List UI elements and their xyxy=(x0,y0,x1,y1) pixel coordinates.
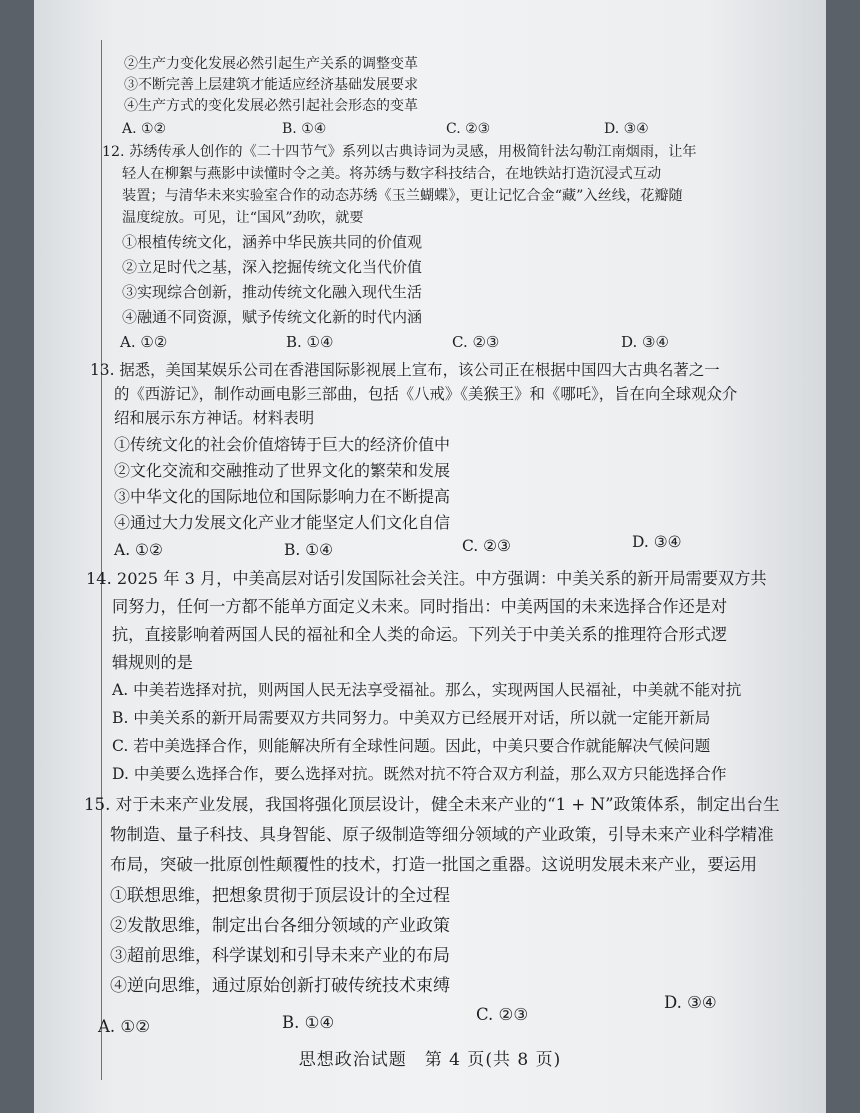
q11-item-4: ④生产方式的变化发展必然引起社会形态的变革 xyxy=(124,98,418,114)
q14-stem-line-2: 同努力，任何一方都不能单方面定义未来。同时指出：中美两国的未来选择合作还是对 xyxy=(112,597,728,616)
q12-stem-line-2: 轻人在柳絮与燕影中读懂时令之美。将苏绣与数字科技结合，在地铁站打造沉浸式互动 xyxy=(122,166,662,182)
q11-item-3: ③不断完善上层建筑才能适应经济基础发展要求 xyxy=(124,77,418,93)
q15-stem-line-1: 15. 对于未来产业发展，我国将强化顶层设计，健全未来产业的“1 + N”政策体系，制定出台生 xyxy=(84,795,780,814)
q15-stem-line-3: 布局，突破一批原创性颠覆性的技术，打造一批国之重器。这说明发展未来产业，要运用 xyxy=(110,855,758,874)
q12-item-3: ③实现综合创新，推动传统文化融入现代生活 xyxy=(122,283,423,301)
q14-option-b: B. 中美关系的新开局需要双方共同努力。中美双方已经展开对话，所以就一定能开新局 xyxy=(112,709,711,727)
q12-choice-b: B. ①④ xyxy=(286,333,334,351)
q12-item-4: ④融通不同资源，赋予传统文化新的时代内涵 xyxy=(122,308,423,326)
q12-stem-line-3: 装置；与清华未来实验室合作的动态苏绣《玉兰蝴蝶》，更让记忆合金“藏”入丝线，花瓣随 xyxy=(122,188,683,204)
q15-item-1: ①联想思维，把想象贯彻于顶层设计的全过程 xyxy=(110,886,450,906)
q13-item-4: ④通过大力发展文化产业才能坚定人们文化自信 xyxy=(114,513,451,532)
q12-stem-line-1: 12. 苏绣传承人创作的《二十四节气》系列以古典诗词为灵感，用极简针法勾勒江南烟雨，让年 xyxy=(102,144,697,160)
q11-choice-a: A. ①② xyxy=(122,121,167,137)
q11-choice-c: C. ②③ xyxy=(446,121,491,137)
q13-item-2: ②文化交流和交融推动了世界文化的繁荣和发展 xyxy=(114,461,451,480)
q15-choice-c: C. ②③ xyxy=(476,1005,529,1024)
q14-stem-line-3: 抗，直接影响着两国人民的福祉和全人类的命运。下列关于中美关系的推理符合形式逻 xyxy=(112,625,728,644)
q15-item-3: ③超前思维，科学谋划和引导未来产业的布局 xyxy=(110,946,450,966)
q11-choice-b: B. ①④ xyxy=(282,121,327,137)
q14-option-a: A. 中美若选择对抗，则两国人民无法享受福祉。那么，实现两国人民福祉，中美就不能对抗 xyxy=(112,681,742,699)
q13-item-1: ①传统文化的社会价值熔铸于巨大的经济价值中 xyxy=(114,435,451,454)
q12-item-1: ①根植传统文化，涵养中华民族共同的价值观 xyxy=(122,233,423,251)
q11-item-2: ②生产力变化发展必然引起生产关系的调整变革 xyxy=(124,56,418,72)
exam-page xyxy=(34,0,826,1113)
q13-stem-line-2: 的《西游记》，制作动画电影三部曲，包括《八戒》《美猴王》和《哪吒》，旨在向全球观众介 xyxy=(114,385,738,403)
q15-choice-a: A. ①② xyxy=(98,1017,150,1036)
q13-choice-b: B. ①④ xyxy=(284,541,334,559)
q12-choice-c: C. ②③ xyxy=(452,333,500,351)
q15-item-4: ④逆向思维，通过原始创新打破传统技术束缚 xyxy=(110,976,450,996)
q13-choice-c: C. ②③ xyxy=(462,537,511,555)
q13-choice-d: D. ③④ xyxy=(632,533,682,551)
q13-stem-line-1: 13. 据悉，美国某娱乐公司在香港国际影视展上宣布，该公司正在根据中国四大古典名著之一 xyxy=(90,361,720,379)
q12-choice-d: D. ③④ xyxy=(621,333,669,351)
q12-stem-line-4: 温度绽放。可见，让“国风”劲吹，就要 xyxy=(122,210,364,226)
q14-stem-line-1: 14. 2025 年 3 月，中美高层对话引发国际社会关注。中方强调：中美关系的新开局需要双方共 xyxy=(86,569,767,588)
q15-choice-b: B. ①④ xyxy=(282,1013,335,1032)
q15-stem-line-2: 物制造、量子科技、具身智能、原子级制造等细分领域的产业政策，引导未来产业科学精准 xyxy=(110,825,774,844)
q13-stem-line-3: 绍和展示东方神话。材料表明 xyxy=(114,409,315,427)
q13-choice-a: A. ①② xyxy=(114,541,163,559)
page-footer: 思想政治试题 第 4 页(共 8 页) xyxy=(298,1050,562,1070)
binding-margin-line xyxy=(101,40,102,1080)
q15-item-2: ②发散思维，制定出台各细分领域的产业政策 xyxy=(110,916,450,936)
q11-choice-d: D. ③④ xyxy=(604,121,649,137)
q14-option-c: C. 若中美选择合作，则能解决所有全球性问题。因此，中美只要合作就能解决气候问题 xyxy=(112,737,711,755)
q12-choice-a: A. ①② xyxy=(120,333,168,351)
q14-stem-line-4: 辑规则的是 xyxy=(112,653,193,672)
q13-item-3: ③中华文化的国际地位和国际影响力在不断提高 xyxy=(114,487,451,506)
q14-option-d: D. 中美要么选择合作，要么选择对抗。既然对抗不符合双方利益，那么双方只能选择合作 xyxy=(112,765,727,783)
q12-item-2: ②立足时代之基，深入挖掘传统文化当代价值 xyxy=(122,258,423,276)
q15-choice-d: D. ③④ xyxy=(664,993,717,1012)
